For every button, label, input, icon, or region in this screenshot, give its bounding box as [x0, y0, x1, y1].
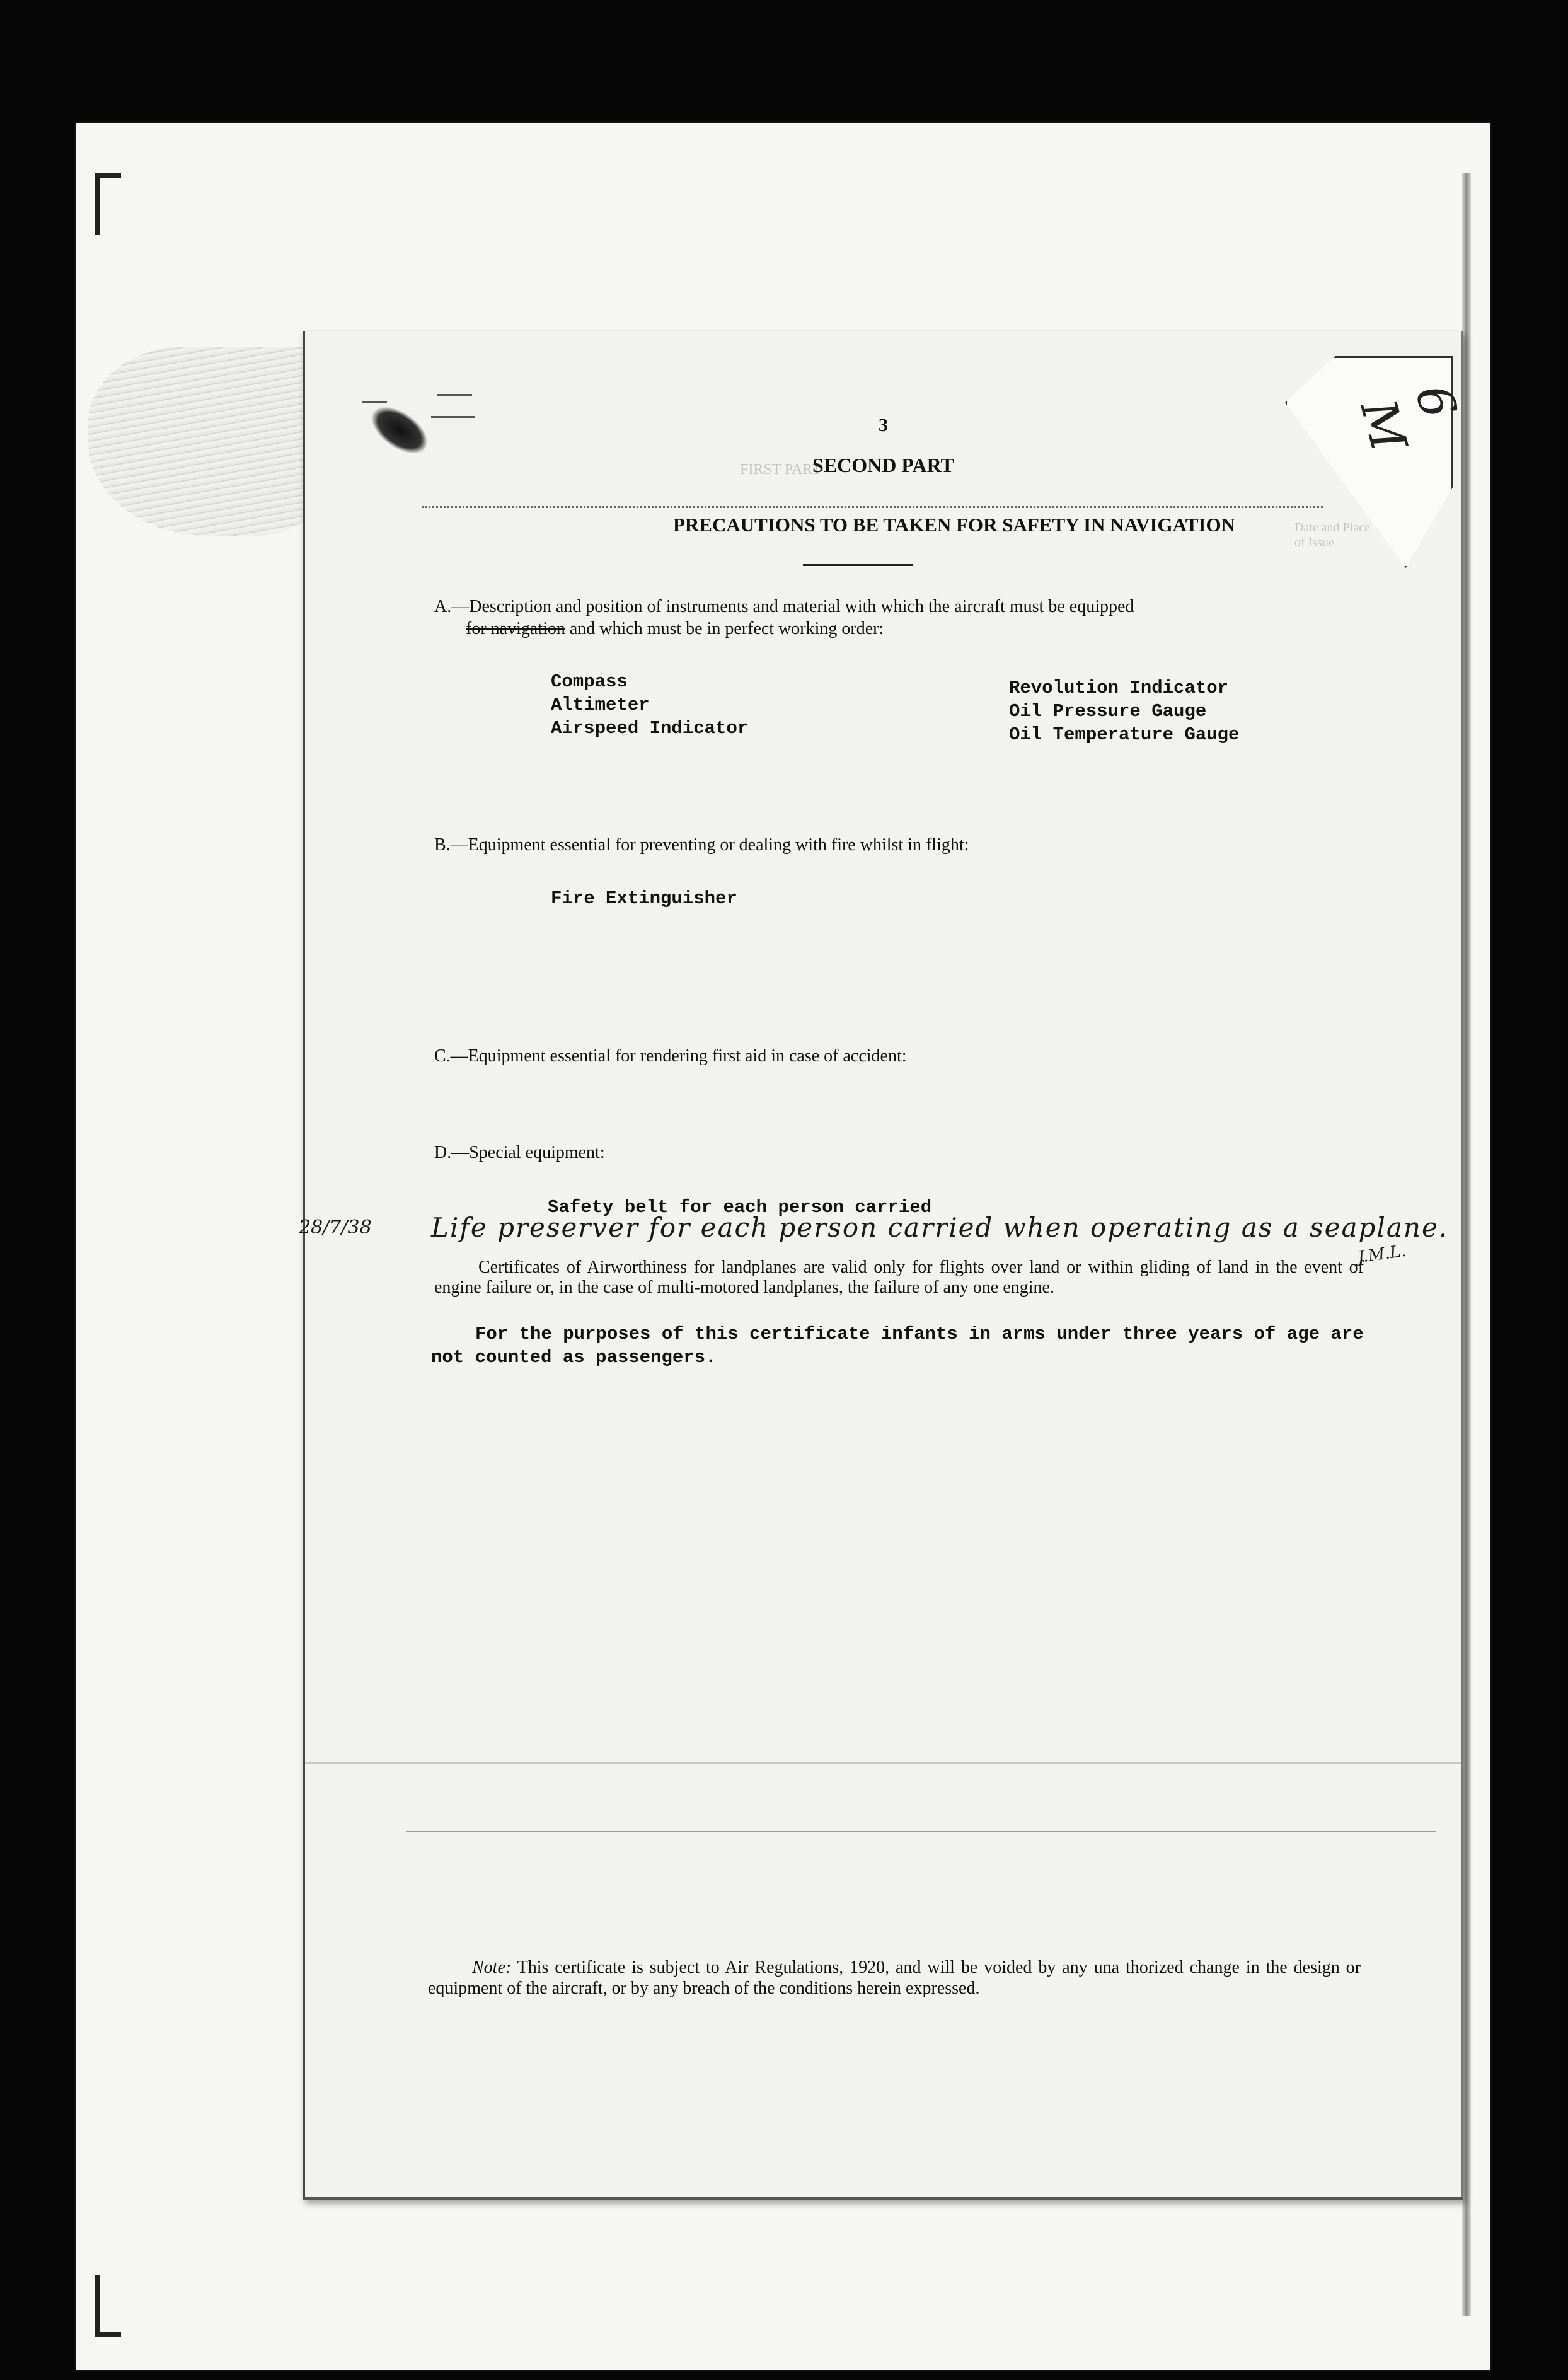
handwritten-amendment: Life preserver for each person carried when operating as a seaplane. [431, 1212, 1449, 1243]
instrument-item: Oil Pressure Gauge [1009, 701, 1207, 722]
section-a-struck-text: for navigation [466, 619, 565, 638]
section-a-text-2: and which must be in perfect working order: [569, 619, 884, 638]
title-underline [803, 564, 913, 566]
instrument-item: Altimeter [551, 695, 650, 715]
instruments-right-list [1009, 676, 1362, 746]
bleed-through-text: FIRST PART [740, 461, 821, 478]
page-fold [305, 1762, 1461, 1764]
fold-crease [406, 1831, 1436, 1832]
section-a-text-1: A.—Description and position of instruments and material with which the aircraft must be equipped [434, 597, 1134, 616]
handwritten-initials: J.M.L. [1356, 1241, 1407, 1268]
part-title: SECOND PART [812, 454, 954, 477]
instruments-left-list [551, 670, 879, 740]
paper-scrap [88, 347, 328, 536]
section-a-intro [434, 596, 1361, 640]
instrument-item: Compass [551, 671, 628, 692]
regulation-note [428, 1957, 1361, 1999]
note-text: This certificate is subject to Air Regulations, 1920, and will be voided by any una thorized change in the design or equipment of the aircraft, or by any breach of the conditions herein expressed. [428, 1958, 1361, 1998]
section-title: PRECAUTIONS TO BE TAKEN FOR SAFETY IN NAVIGATION [672, 514, 1235, 536]
section-b-intro: B.—Equipment essential for preventing or dealing with fire whilst in flight: [434, 835, 969, 855]
fire-equipment-item: Fire Extinguisher [551, 888, 737, 909]
instrument-item: Airspeed Indicator [551, 718, 749, 739]
section-d-intro: D.—Special equipment: [434, 1143, 605, 1162]
smudge-stroke [362, 401, 387, 403]
note-label: Note: [472, 1958, 512, 1977]
instrument-item: Revolution Indicator [1009, 678, 1229, 698]
bleed-through-text: Date and Place of Issue [1294, 521, 1370, 550]
dotted-rule [422, 506, 1323, 508]
section-c-intro: C.—Equipment essential for rendering first aid in case of accident: [434, 1046, 907, 1066]
certificate-page [299, 331, 1467, 2200]
handwritten-date: 28/7/38 [299, 1216, 372, 1239]
crop-mark-bottom-left [95, 2275, 121, 2337]
special-equipment-item: Safety belt for each person carried [548, 1197, 932, 1218]
infants-notice: For the purposes of this certificate infants in arms under three years of age are not counted as passengers. [431, 1324, 1364, 1368]
airworthiness-notice: Certificates of Airworthiness for landplanes are valid only for flights over land or within gliding of land in the event of engine failure or, in the case of multi-motored landplanes, the failure of any one engine. [434, 1257, 1364, 1297]
mount-right-edge [1462, 173, 1471, 2316]
crop-mark-top-left [95, 173, 121, 235]
tag-handwriting: 6 M [1349, 379, 1467, 458]
instrument-item: Oil Temperature Gauge [1009, 724, 1240, 745]
page-number: 3 [879, 415, 888, 436]
smudge-stroke [437, 394, 472, 396]
